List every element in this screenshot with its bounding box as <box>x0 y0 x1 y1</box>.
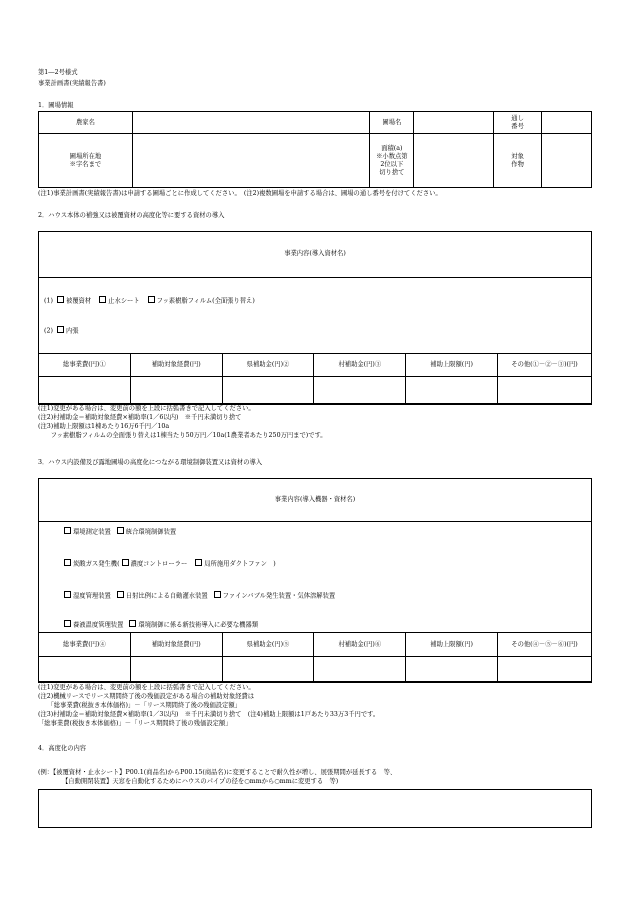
checkbox[interactable] <box>195 559 202 566</box>
checkbox[interactable] <box>117 591 124 598</box>
serial-number-label: 通し 番号 <box>494 112 542 134</box>
s3-row: 湿度管理装置 日射比例による自動灌水装置 ファインバブル発生装置・気体溶解装置 <box>64 591 335 601</box>
checkbox[interactable] <box>129 620 136 627</box>
area-field[interactable] <box>414 134 494 188</box>
cost-cell[interactable] <box>130 657 222 683</box>
document-title: 事業計画書(実績報告書) <box>38 80 106 87</box>
checkbox[interactable] <box>57 326 64 333</box>
section3-cost-table <box>38 632 592 683</box>
cost-header: 村補助金(円)⑥ <box>314 633 406 657</box>
checkbox[interactable] <box>64 527 71 534</box>
cost-header: 総事業費(円)④ <box>39 633 131 657</box>
checkbox[interactable] <box>148 296 155 303</box>
cost-cell[interactable] <box>406 657 498 683</box>
cost-cell[interactable] <box>222 377 314 404</box>
checkbox[interactable] <box>64 559 71 566</box>
checkbox[interactable] <box>122 559 129 566</box>
cost-cell[interactable] <box>498 377 592 404</box>
s3-row: 炭酸ガス発生機( 濃度コントローラー 局所施用ダクトファン ) <box>64 559 276 569</box>
form-number: 第1―2号様式 <box>38 69 78 76</box>
cost-header: 補助上限額(円) <box>406 633 498 657</box>
s3-note: 「総事業費(税抜き本体価格)」－「リース期間終了後の残価設定額」 <box>38 720 232 727</box>
cost-header: 村補助金(円)③ <box>314 354 406 377</box>
farmer-name-field[interactable] <box>132 112 370 134</box>
cost-header: 補助上限額(円) <box>406 354 498 377</box>
section3-content-title: 事業内容(導入機器・資材名) <box>274 496 356 503</box>
s3-note: (注1)変更がある場合は、変更前の額を上段に括弧書きで記入してください。 <box>38 684 255 691</box>
checkbox[interactable] <box>57 296 64 303</box>
s2-row1: (1) 被覆資材 止水シート フッ素樹脂フィルム(全面張り替え) <box>44 297 255 305</box>
cost-header: 補助対象経費(円) <box>130 354 222 377</box>
cost-cell[interactable] <box>498 657 592 683</box>
checkbox[interactable] <box>64 620 71 627</box>
s2-note: (注3)補助上限額は1棟あたり16万6千円／10a <box>38 423 170 430</box>
checkbox[interactable] <box>214 591 221 598</box>
s3-note: (注3)村補助金＝補助対象経費×補助率(1／3以内) ※千円未満切り捨て (注4)補助上限額は1戸あたり33万3千円です。 <box>38 711 380 718</box>
serial-number-field[interactable] <box>542 112 592 134</box>
section2-heading: 2．ハウス本体の補強又は被覆資材の高度化等に要する資材の導入 <box>38 212 225 219</box>
cost-header: その他(①－②－③)(円) <box>498 354 592 377</box>
s2-row2: (2) 内張 <box>44 327 79 335</box>
cost-cell[interactable] <box>39 377 131 404</box>
cost-cell[interactable] <box>314 377 406 404</box>
crop-field[interactable] <box>542 134 592 188</box>
area-label: 面積(a) ※小数点第 2位以下 切り捨て <box>370 134 414 188</box>
s4-example: (例：【被覆資材・止水シート】P00.1(商品名)からP00.15(商品名)に変更することで耐久性が増し、展張期間が延長する 等、 <box>38 769 397 776</box>
farm-info-table <box>38 111 592 188</box>
cost-header: 補助対象経費(円) <box>130 633 222 657</box>
cost-cell[interactable] <box>314 657 406 683</box>
s3-note: 「総事業費(税抜き本体価格)」－「リース期間終了後の残価設定額」 <box>38 702 241 709</box>
s3-row: 養液温度管理装置 環境制御に係る新技術導入に必要な機器類 <box>64 620 258 630</box>
farm-name-label: 圃場名 <box>370 112 414 134</box>
section1-heading: 1．圃場情報 <box>38 102 74 109</box>
section3-heading: 3．ハウス内設備及び露地圃場の高度化につながる環境制御装置又は資材の導入 <box>38 459 263 466</box>
checkbox[interactable] <box>117 527 124 534</box>
cost-header: 総事業費(円)① <box>39 354 131 377</box>
checkbox[interactable] <box>64 591 71 598</box>
location-label: 圃場所在地 ※字名まで <box>39 134 133 188</box>
advancement-content-field[interactable] <box>38 789 592 828</box>
cost-header: 県補助金(円)⑤ <box>222 633 314 657</box>
cost-header: その他(④－⑤－⑥)(円) <box>498 633 592 657</box>
checkbox[interactable] <box>99 296 106 303</box>
section1-note: (注1)事業計画書(実績報告書)は申請する圃場ごとに作成してください。 (注2)複数圃場を申請する場合は、圃場の通し番号を付けてください。 <box>38 190 442 197</box>
cost-header: 県補助金(円)② <box>222 354 314 377</box>
s2-note: フッ素樹脂フィルムの全面張り替えは1棟当たり50万円／10a(1農業者あたり250万円まで)です。 <box>38 432 327 439</box>
s3-row: 環境測定装置 統合環境制御装置 <box>64 527 176 537</box>
cost-cell[interactable] <box>406 377 498 404</box>
location-field[interactable] <box>132 134 370 188</box>
farmer-name-label: 農家名 <box>39 112 133 134</box>
s4-example: 【自動開閉装置】天窓を自動化するためにハウスのパイプの径を○mmから○mmに変更する 等) <box>62 778 339 785</box>
s2-note: (注1)変更がある場合は、変更前の額を上段に括弧書きで記入してください。 <box>38 405 255 412</box>
cost-cell[interactable] <box>222 657 314 683</box>
section4-heading: 4．高度化の内容 <box>38 745 87 752</box>
section2-content-title: 事業内容(導入資材名) <box>284 250 346 257</box>
section2-cost-table <box>38 353 592 404</box>
cost-cell[interactable] <box>39 657 131 683</box>
s2-note: (注2)村補助金＝補助対象経費×補助率(1／6以内) ※千円未満切り捨て <box>38 414 242 421</box>
cost-cell[interactable] <box>130 377 222 404</box>
farm-name-field[interactable] <box>414 112 494 134</box>
crop-label: 対象 作物 <box>494 134 542 188</box>
s3-note: (注2)機械リースでリース期間終了後の残価設定がある場合の補助対象経費は <box>38 693 255 700</box>
